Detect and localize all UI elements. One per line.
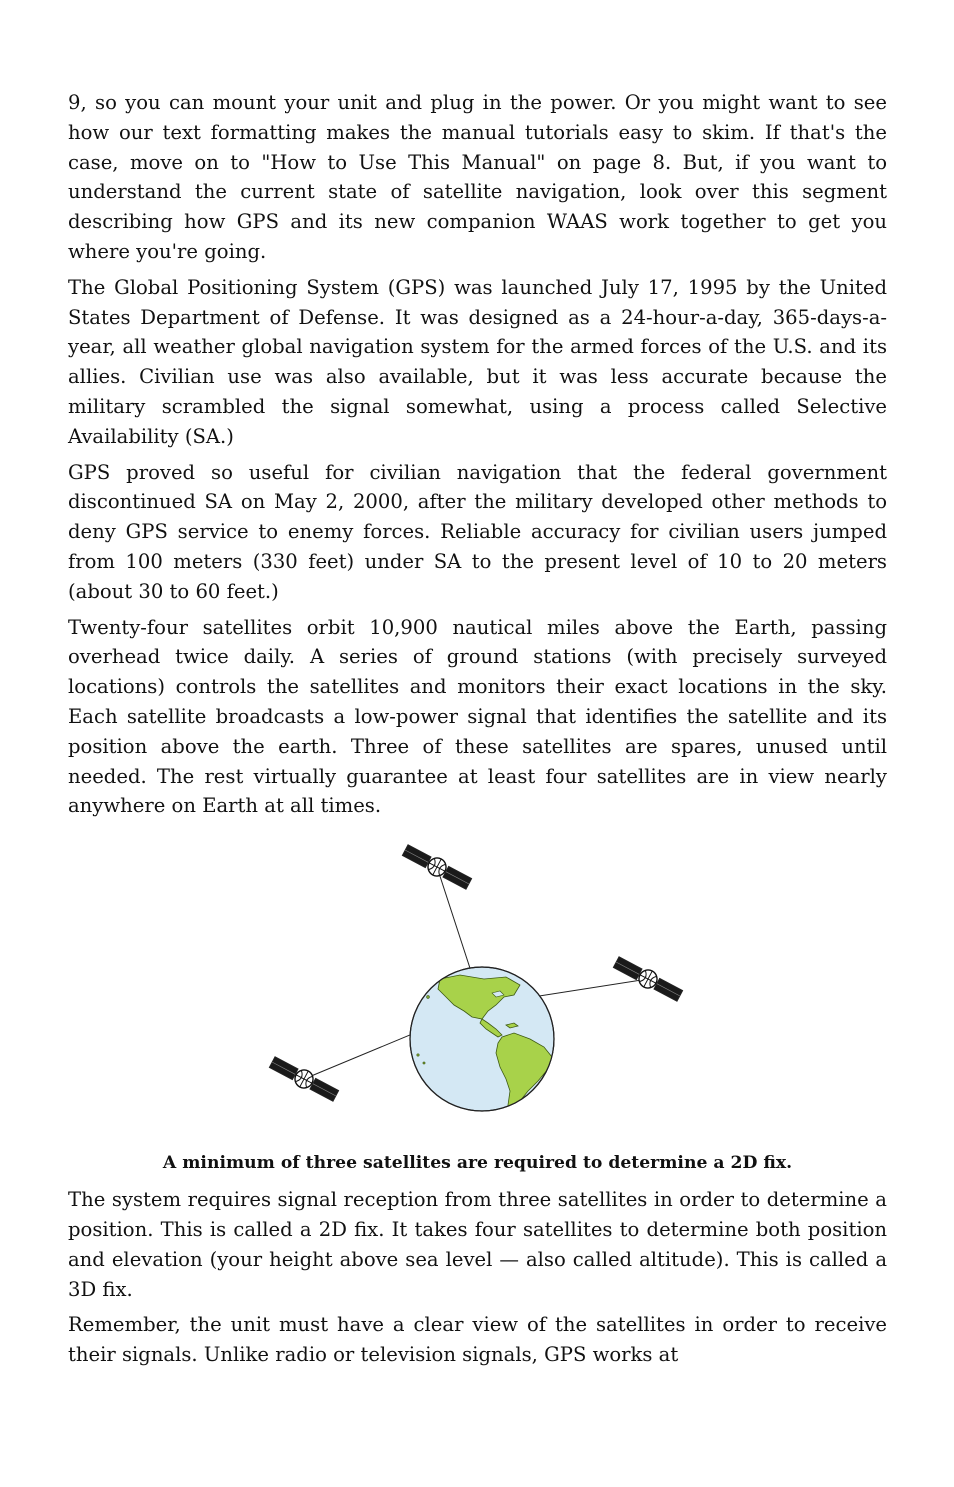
satellite-figure xyxy=(68,829,887,1139)
paragraph-2d-3d-fix: The system requires signal reception from three satellites in order to determine a position. This is called a 2D fix. It takes four satellites to determine both position and elevation (your height above sea level — also called altitude). This is called a 3D fix. xyxy=(68,1188,887,1301)
earth-globe-icon xyxy=(410,967,554,1111)
paragraph-intro: 9, so you can mount your unit and plug in the power. Or you might want to see how our text formatting makes the manual tutorials easy to skim. If that's the case, move on to "How to Use This Manual" on page 8. But, if you want to understand the current state of satellite navigation, look over this segment describing how GPS and its new companion WAAS work together to get you where you're going. xyxy=(68,91,887,263)
satellite-icon xyxy=(268,1054,340,1104)
paragraph-clear-view: Remember, the unit must have a clear view of the satellites in order to receive their signals. Unlike radio or television signals, GPS works at xyxy=(68,1313,887,1367)
manual-page xyxy=(68,88,887,1376)
figure-caption: A minimum of three satellites are required to determine a 2D fix. xyxy=(162,1153,793,1174)
paragraph-gps-history: The Global Positioning System (GPS) was launched July 17, 1995 by the United States Department of Defense. It was designed as a 24-hour-a-day, 365-days-a-year, all weather global navigation system for the armed forces of the U.S. and its allies. Civilian use was also available, but it was less accurate because the military scrambled the signal somewhat, using a process called Selective Availability (SA.) xyxy=(68,275,887,448)
paragraph-sa-discontinued: GPS proved so useful for civilian navigation that the federal government discontinued SA on May 2, 2000, after the military developed other methods to deny GPS service to enemy forces. Reliable accuracy for civilian users jumped from 100 meters (330 feet) under SA to the present level of 10 to 20 meters (about 30 to 60 feet.) xyxy=(68,460,887,603)
paragraph-satellite-constellation: Twenty-four satellites orbit 10,900 nautical miles above the Earth, passing overhead twice daily. A series of ground stations (with precisely surveyed locations) controls the satellites and monitors their exact locations in the sky. Each satellite broadcasts a low-power signal that identifies the satellite and its position above the earth. Three of these satellites are spares, unused until needed. The rest virtually guarantee at least four satellites are in view nearly anywhere on Earth at all times. xyxy=(68,615,887,818)
satellite-icon xyxy=(401,842,473,892)
satellite-diagram xyxy=(68,829,887,1139)
satellite-icon xyxy=(612,954,684,1004)
